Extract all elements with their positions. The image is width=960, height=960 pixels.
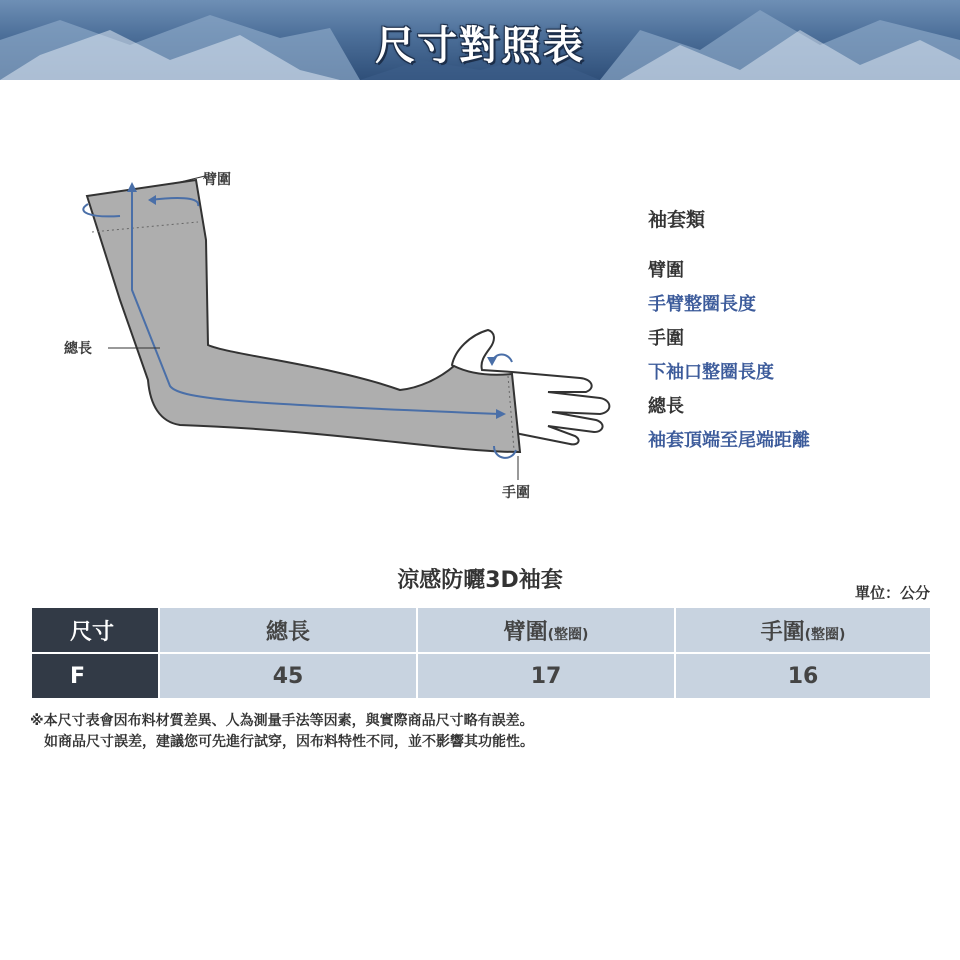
legend-definition-length: 袖套頂端至尾端距離 — [648, 430, 810, 451]
cell-hand: 16 — [675, 653, 931, 699]
total-length-label: 總長 — [64, 341, 92, 357]
cell-size: F — [31, 653, 159, 699]
arm-circumference-label: 臂圍 — [203, 172, 231, 188]
header-hand-sub: (整圈) — [804, 626, 846, 643]
note-line-1: ※本尺寸表會因布料材質差異、人為測量手法等因素，與實際商品尺寸略有誤差。 — [30, 713, 534, 729]
header-arm-text: 臂圍 — [503, 619, 548, 645]
hand-circumference-label: 手圍 — [502, 485, 530, 501]
note-line-2: 如商品尺寸誤差，建議您可先進行試穿，因布料特性不同，並不影響其功能性。 — [44, 734, 534, 750]
banner-title: 尺寸對照表 — [375, 23, 585, 69]
header-hand-text: 手圍 — [760, 619, 805, 645]
header-banner — [0, 0, 960, 80]
legend-term-arm: 臂圍 — [648, 260, 684, 281]
table-row — [31, 653, 931, 699]
header-length — [159, 607, 417, 653]
header-arm — [417, 607, 675, 653]
table-header-row — [31, 607, 931, 653]
header-hand — [675, 607, 931, 653]
legend-title: 袖套類 — [648, 209, 706, 231]
header-size: 尺寸 — [31, 607, 159, 653]
cell-length: 45 — [159, 653, 417, 699]
header-arm-sub: (整圈) — [547, 626, 589, 643]
unit-label: 單位：公分 — [854, 584, 930, 602]
size-table — [30, 606, 932, 700]
cell-arm: 17 — [417, 653, 675, 699]
legend-term-length: 總長 — [648, 396, 684, 417]
measurement-legend — [648, 205, 948, 458]
legend-definition-arm: 手臂整圈長度 — [648, 294, 756, 315]
product-title: 涼感防曬3D袖套 — [397, 568, 563, 593]
legend-term-hand: 手圍 — [648, 328, 684, 349]
disclaimer-note — [30, 711, 534, 753]
header-length-text: 總長 — [265, 619, 310, 645]
legend-definition-hand: 下袖口整圈長度 — [648, 362, 774, 383]
